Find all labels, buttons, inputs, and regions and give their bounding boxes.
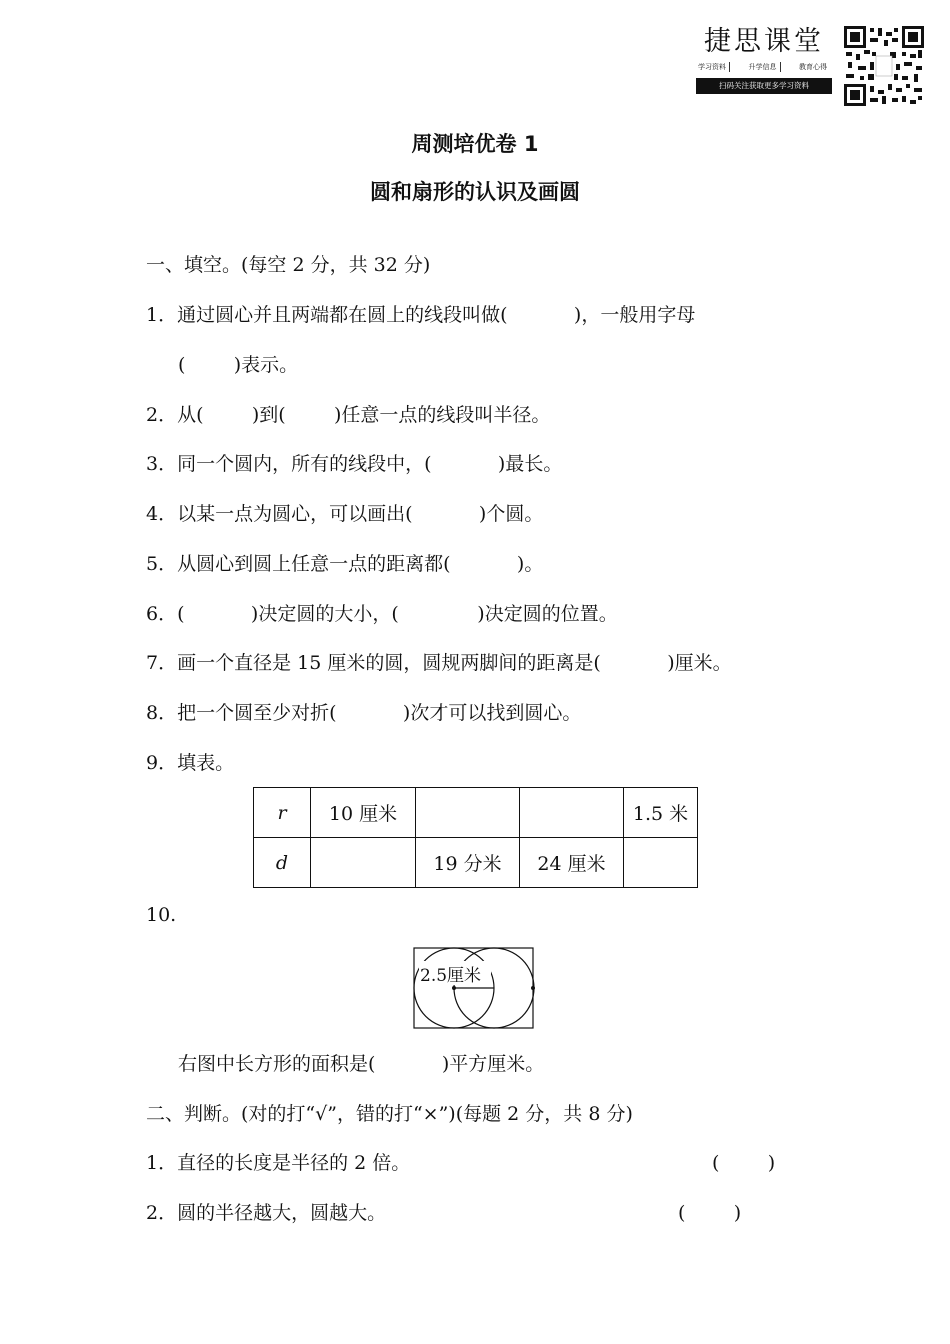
- question-1-cont: ( )表示。: [178, 354, 299, 376]
- brand-tag: 学习资料: [698, 62, 730, 72]
- section-heading: 二、判断。(对的打“√”，错的打“×”)(每题 2 分，共 8 分): [146, 1103, 633, 1125]
- question-10: 10.: [146, 904, 177, 926]
- table-cell: [311, 838, 416, 888]
- question-5: 5．从圆心到圆上任意一点的距离都( )。: [146, 553, 544, 575]
- brand-bar: 扫码关注获取更多学习资料: [696, 78, 832, 94]
- table-cell: [520, 788, 624, 838]
- brand-tags: [696, 62, 832, 72]
- brand-tag: 升学信息: [749, 62, 781, 72]
- question-1: 1．通过圆心并且两端都在圆上的线段叫做( )，一般用字母: [146, 304, 696, 326]
- judge-question-2: 2．圆的半径越大，圆越大。: [146, 1202, 387, 1224]
- fill-table: [253, 787, 698, 888]
- table-row: [254, 838, 698, 888]
- question-3: 3．同一个圆内，所有的线段中，( )最长。: [146, 453, 563, 475]
- table-cell: 24 厘米: [520, 838, 624, 888]
- question-2: 2．从( )到( )任意一点的线段叫半径。: [146, 404, 551, 426]
- qr-code-icon: [844, 26, 924, 106]
- table-cell: 10 厘米: [311, 788, 416, 838]
- rectangle-circles-figure: [413, 947, 537, 1031]
- question-8: 8．把一个圆至少对折( )次才可以找到圆心。: [146, 702, 582, 724]
- brand-name: 捷思课堂: [704, 26, 824, 57]
- page-subtitle: 圆和扇形的认识及画圆: [370, 180, 580, 204]
- radius-label: 2.5厘米: [420, 966, 482, 986]
- question-9: 9．填表。: [146, 752, 235, 774]
- question-4: 4．以某一点为圆心，可以画出( )个圆。: [146, 503, 544, 525]
- table-cell: 19 分米: [416, 838, 520, 888]
- table-cell: r: [254, 788, 311, 838]
- brand-block: [696, 26, 832, 94]
- question-10-text: 右图中长方形的面积是( )平方厘米。: [178, 1053, 545, 1075]
- page-title: 周测培优卷 1: [411, 132, 539, 156]
- table-cell: [416, 788, 520, 838]
- table-cell: d: [254, 838, 311, 888]
- table-cell: 1.5 米: [624, 788, 698, 838]
- judge-question-1: 1．直径的长度是半径的 2 倍。: [146, 1152, 411, 1174]
- brand-tag: 教育心得: [799, 63, 827, 71]
- answer-bracket: ( ): [712, 1152, 776, 1174]
- question-6: 6．( )决定圆的大小，( )决定圆的位置。: [146, 603, 618, 625]
- answer-bracket: ( ): [678, 1202, 742, 1224]
- question-7: 7．画一个直径是 15 厘米的圆，圆规两脚间的距离是( )厘米。: [146, 652, 732, 674]
- table-cell: [624, 838, 698, 888]
- table-row: [254, 788, 698, 838]
- section-heading: 一、填空。(每空 2 分，共 32 分): [146, 254, 431, 276]
